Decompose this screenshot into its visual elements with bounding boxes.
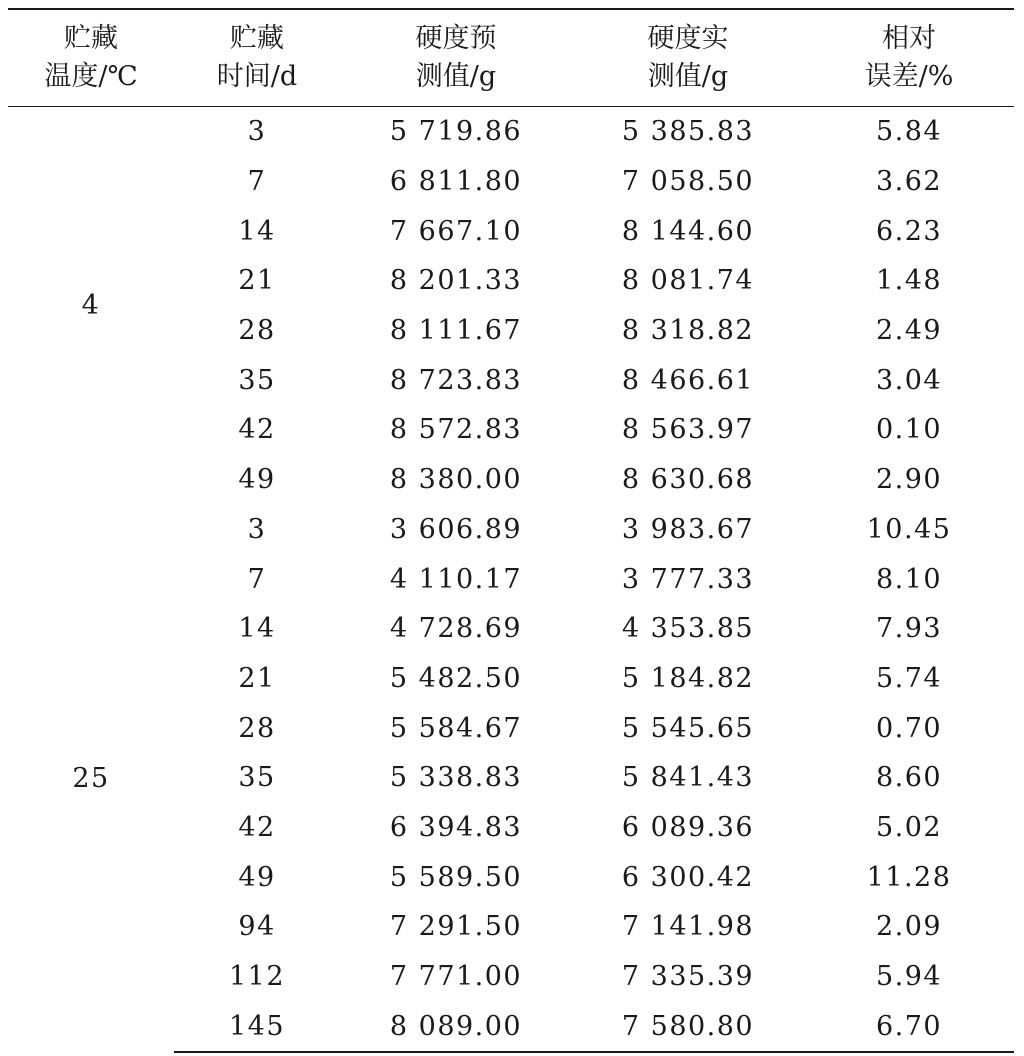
cell-actual-hardness: 6 300.42: [621, 861, 755, 893]
cell-actual-hardness: 8 466.61: [621, 364, 755, 396]
cell-relative-error: 1.48: [875, 265, 943, 297]
cell-predicted-hardness: 8 201.33: [389, 265, 523, 297]
cell-relative-error: 11.28: [866, 861, 952, 893]
cell-relative-error: 3.04: [875, 364, 943, 396]
header-row: [8, 9, 1014, 107]
cell-predicted-hardness: 8 089.00: [340, 1001, 572, 1052]
cell-storage-time: 14: [238, 613, 276, 645]
cell-storage-time: 7: [247, 563, 267, 595]
cell-relative-error: 5.84: [875, 116, 943, 148]
cell-predicted-hardness: 8 572.83: [389, 414, 523, 446]
cell-storage-time: 35: [238, 364, 276, 396]
cell-relative-error: 0.10: [875, 414, 943, 446]
cell-storage-time: 49: [238, 464, 276, 496]
cell-storage-temperature: 4: [81, 290, 101, 322]
cell-relative-error: 6.70: [804, 1001, 1014, 1052]
cell-relative-error: 8.10: [875, 563, 943, 595]
cell-predicted-hardness: 7 291.50: [389, 911, 523, 943]
cell-relative-error: 0.70: [875, 712, 943, 744]
cell-storage-time: 35: [238, 762, 276, 794]
cell-relative-error: 6.23: [875, 215, 943, 247]
header-actual-hardness: 硬度实 测值/g: [572, 9, 804, 107]
data-table-container: [8, 8, 1014, 1053]
cell-predicted-hardness: 5 338.83: [389, 762, 523, 794]
cell-relative-error: 5.94: [875, 961, 943, 993]
cell-predicted-hardness: 5 589.50: [389, 861, 523, 893]
cell-storage-time: 145: [174, 1001, 340, 1052]
table-row: [8, 107, 1014, 157]
cell-actual-hardness: 5 545.65: [621, 712, 755, 744]
cell-actual-hardness: 7 141.98: [621, 911, 755, 943]
cell-predicted-hardness: 8 111.67: [389, 315, 523, 347]
cell-storage-time: 42: [238, 811, 276, 843]
cell-storage-time: 28: [238, 712, 276, 744]
cell-actual-hardness: 8 563.97: [621, 414, 755, 446]
cell-actual-hardness: 3 777.33: [621, 563, 755, 595]
cell-actual-hardness: 7 335.39: [621, 961, 755, 993]
cell-storage-time: 21: [238, 265, 276, 297]
cell-actual-hardness: 8 144.60: [621, 215, 755, 247]
cell-actual-hardness: 8 630.68: [621, 464, 755, 496]
cell-predicted-hardness: 5 482.50: [389, 662, 523, 694]
cell-relative-error: 3.62: [875, 166, 943, 198]
cell-relative-error: 2.49: [875, 315, 943, 347]
cell-predicted-hardness: 8 380.00: [389, 464, 523, 496]
cell-relative-error: 5.74: [875, 662, 943, 694]
cell-relative-error: 10.45: [866, 513, 952, 545]
cell-relative-error: 5.02: [875, 811, 943, 843]
hardness-table: [8, 8, 1014, 1053]
header-storage-temperature: 贮藏 温度/℃: [8, 9, 174, 107]
cell-predicted-hardness: 5 719.86: [389, 116, 523, 148]
cell-actual-hardness: 4 353.85: [621, 613, 755, 645]
cell-predicted-hardness: 6 394.83: [389, 811, 523, 843]
cell-storage-time: 7: [247, 166, 267, 198]
cell-storage-time: 94: [238, 911, 276, 943]
cell-predicted-hardness: 3 606.89: [389, 513, 523, 545]
cell-predicted-hardness: 8 723.83: [389, 364, 523, 396]
cell-storage-time: 112: [228, 961, 286, 993]
cell-actual-hardness: 5 385.83: [621, 116, 755, 148]
cell-actual-hardness: 5 841.43: [621, 762, 755, 794]
cell-storage-time: 3: [247, 116, 267, 148]
cell-actual-hardness: 3 983.67: [621, 513, 755, 545]
header-relative-error: 相对 误差/%: [804, 9, 1014, 107]
cell-predicted-hardness: 4 110.17: [389, 563, 523, 595]
cell-predicted-hardness: 5 584.67: [389, 712, 523, 744]
cell-actual-hardness: 5 184.82: [621, 662, 755, 694]
table-row: [8, 505, 1014, 555]
cell-storage-time: 3: [247, 513, 267, 545]
cell-storage-time: 49: [238, 861, 276, 893]
table-header: [8, 9, 1014, 107]
cell-actual-hardness: 8 081.74: [621, 265, 755, 297]
cell-storage-temperature: 25: [72, 762, 110, 794]
cell-relative-error: 7.93: [875, 613, 943, 645]
cell-storage-time: 14: [238, 215, 276, 247]
cell-predicted-hardness: 7 771.00: [389, 961, 523, 993]
header-storage-time: 贮藏 时间/d: [174, 9, 340, 107]
cell-actual-hardness: 8 318.82: [621, 315, 755, 347]
cell-predicted-hardness: 6 811.80: [389, 166, 523, 198]
header-predicted-hardness: 硬度预 测值/g: [340, 9, 572, 107]
cell-storage-time: 42: [238, 414, 276, 446]
cell-actual-hardness: 7 580.80: [572, 1001, 804, 1052]
cell-relative-error: 8.60: [875, 762, 943, 794]
cell-storage-time: 21: [238, 662, 276, 694]
cell-actual-hardness: 6 089.36: [621, 811, 755, 843]
cell-actual-hardness: 7 058.50: [621, 166, 755, 198]
cell-relative-error: 2.90: [875, 464, 943, 496]
cell-predicted-hardness: 7 667.10: [389, 215, 523, 247]
cell-storage-time: 28: [238, 315, 276, 347]
cell-predicted-hardness: 4 728.69: [389, 613, 523, 645]
table-body: [8, 107, 1014, 1053]
cell-relative-error: 2.09: [875, 911, 943, 943]
